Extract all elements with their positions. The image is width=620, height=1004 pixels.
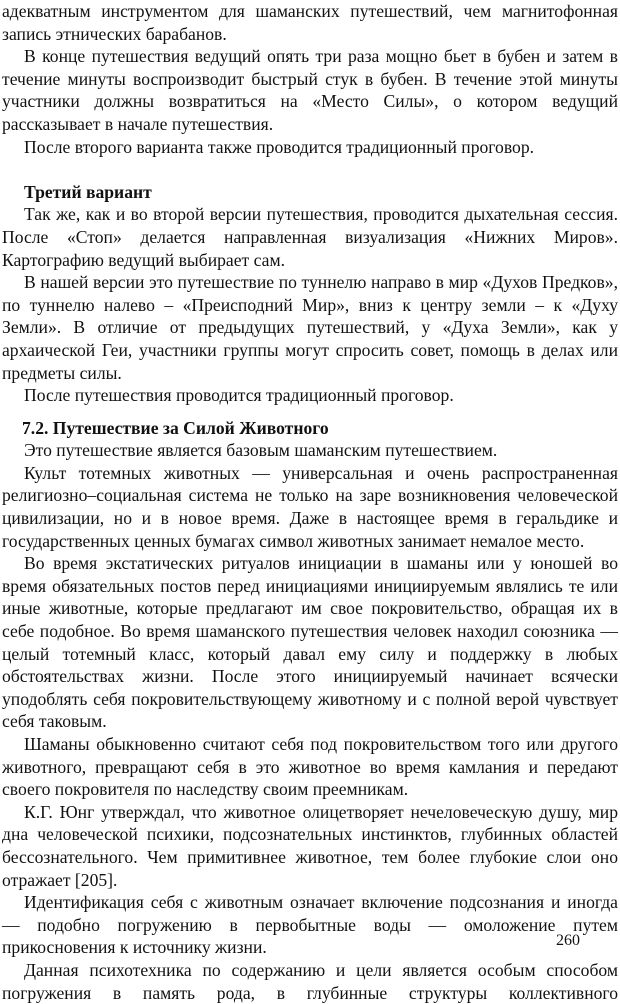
paragraph: Шаманы обыкновенно считают себя под покровительством того или другого животного, превращают себя в это животное во время камлания и передают своего покровителя по наследству своим преемникам. [2, 734, 618, 800]
section-heading: 7.2. Путешествие за Силой Животного [22, 417, 329, 438]
paragraph: Данная психотехника по содержанию и цели является особым способом погружения в память рода, в глубинные структуры коллективного [2, 959, 618, 1003]
paragraph: К.Г. Юнг утверждал, что животное олицетворяет нечеловеческую душу, мир дна человеческой психики, подсознательных инстинктов, глубинных областей бессознательного. Чем примитивнее животное, тем более глубокие слои оно отражает [205]. [2, 801, 618, 890]
paragraph: Идентификация себя с животным означает включение подсознания и иногда — подобно погружению в первобытные воды — омоложение путем прикосновения к источнику жизни. [2, 892, 618, 958]
blank-line [2, 158, 618, 181]
paragraph: адекватным инструментом для шаманских путешествий, чем магнитофонная запись этнических барабанов. [2, 1, 618, 44]
paragraph: После путешествия проводится традиционный проговор. [24, 385, 454, 406]
paragraph: После второго варианта также проводится традиционный проговор. [24, 136, 535, 157]
paragraph: В конце путешествия ведущий опять три раза мощно бьет в бубен и затем в течение минуты воспроизводит быстрый стук в бубен. В течение этой минуты участники должны возвратиться на «Место Силы», о котором ведущий рассказывает в начале путешествия. [2, 46, 618, 134]
subheading-third-variant: Третий вариант [24, 181, 152, 202]
page-text [2, 0, 618, 1004]
paragraph: Культ тотемных животных — универсальная и очень распространенная религиозно–социальная система не только на заре возникновения человеческой цивилизации, но и в новое время. Даже в настоящее время в геральдике и государственных ценных бумагах символ животных занимает немалое место. [2, 462, 618, 551]
page-number: 260 [556, 932, 580, 949]
paragraph: Так же, как и во второй версии путешествия, проводится дыхательная сессия. После «Стоп» делается направленная визуализация «Нижних Миров». Картографию ведущий выбирает сам. [2, 204, 618, 270]
paragraph: Это путешествие является базовым шаманским путешествием. [24, 440, 498, 461]
paragraph: Во время экстатических ритуалов инициации в шаманы или у юношей во время обязательных постов перед инициациями инициируемым являлись те или иные животные, которые предлагают им свое покровительство, обращая их в себе подобное. Во время шаманского путешествия человек находил союзника — целый тотемный класс, который давал ему силу и поддержку в любых обстоятельствах жизни. После этого инициируемый начинает всячески уподоблять себя покровительствующему животному и с полной верой чувствует себя таковым. [2, 553, 618, 732]
paragraph: В нашей версии это путешествие по туннелю направо в мир «Духов Предков», по туннелю налево – «Преисподний Мир», вниз к центру земли – к «Духу Земли». В отличие от предыдущих путешествий, у «Духа Земли», как у архаической Геи, участники группы могут спросить совет, помощь в делах или предметы силы. [2, 272, 618, 383]
